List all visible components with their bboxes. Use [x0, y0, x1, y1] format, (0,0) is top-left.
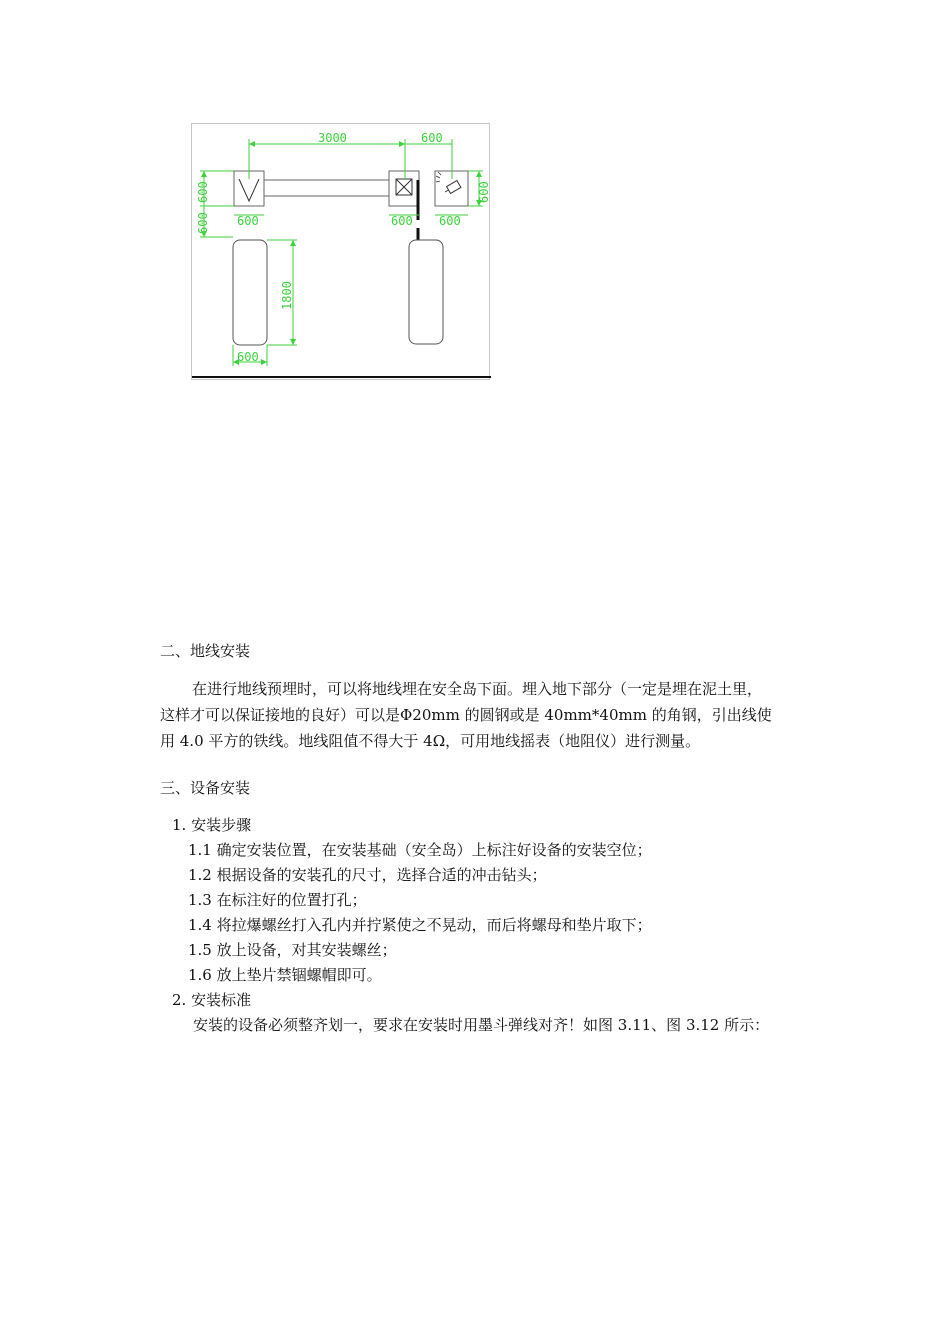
install-standard-text: 安装的设备必须整齐划一，要求在安装时用墨斗弹线对齐！如图 3.11、图 3.12 所示：: [193, 1016, 770, 1034]
middle-unit-box: [389, 171, 419, 206]
dim-3000-label: 3000: [318, 131, 347, 145]
left-safety-island: [233, 240, 267, 345]
layout-drawing: [191, 123, 490, 380]
step-item: 1.3 在标注好的位置打孔；: [188, 891, 367, 909]
dim-1800-label: 1800: [280, 281, 294, 310]
section2-paragraph: [160, 676, 808, 754]
section2-para-line3: 用 4.0 平方的铁线。地线阻值不得大于 4Ω，可用地线摇表（地阻仪）进行测量。: [160, 732, 701, 750]
dim-600-box2-label: 600: [391, 214, 413, 228]
install-standard-title: 2. 安装标准: [172, 991, 252, 1009]
dim-600-box3-label: 600: [439, 214, 461, 228]
connecting-beam: [264, 180, 389, 196]
dim-600-left-a-label: 600: [196, 181, 210, 203]
step-item: 1.4 将拉爆螺丝打入孔内并拧紧使之不晃动，而后将螺母和垫片取下；: [188, 916, 652, 934]
dim-600-top-label: 600: [421, 131, 443, 145]
section3-heading: 三、设备安装: [160, 779, 251, 797]
dim-600-left-b-label: 600: [196, 212, 210, 234]
section2-para-line1: 在进行地线预埋时，可以将地线埋在安全岛下面。埋入地下部分（一定是埋在泥土里，: [192, 680, 763, 698]
dim-600-box1-label: 600: [237, 214, 259, 228]
step-item: 1.2 根据设备的安装孔的尺寸，选择合适的冲击钻头；: [188, 866, 547, 884]
step-item: 1.6 放上垫片禁锢螺帽即可。: [188, 966, 382, 984]
section2-heading: 二、地线安装: [160, 642, 251, 660]
layout-drawing-svg: [192, 124, 491, 381]
step-item: 1.5 放上设备，对其安装螺丝；: [188, 941, 397, 959]
dim-600-right-label: 600: [477, 181, 491, 203]
step-item: 1.1 确定安装位置，在安装基础（安全岛）上标注好设备的安装空位；: [188, 841, 652, 859]
right-safety-island: [409, 240, 443, 344]
section2-para-line2: 这样才可以保证接地的良好）可以是Φ20mm 的圆钢或是 40mm*40mm 的角钢，引出线使: [160, 706, 772, 724]
install-steps-title: 1. 安装步骤: [172, 816, 252, 834]
dim-600-bottom-label: 600: [237, 350, 259, 364]
